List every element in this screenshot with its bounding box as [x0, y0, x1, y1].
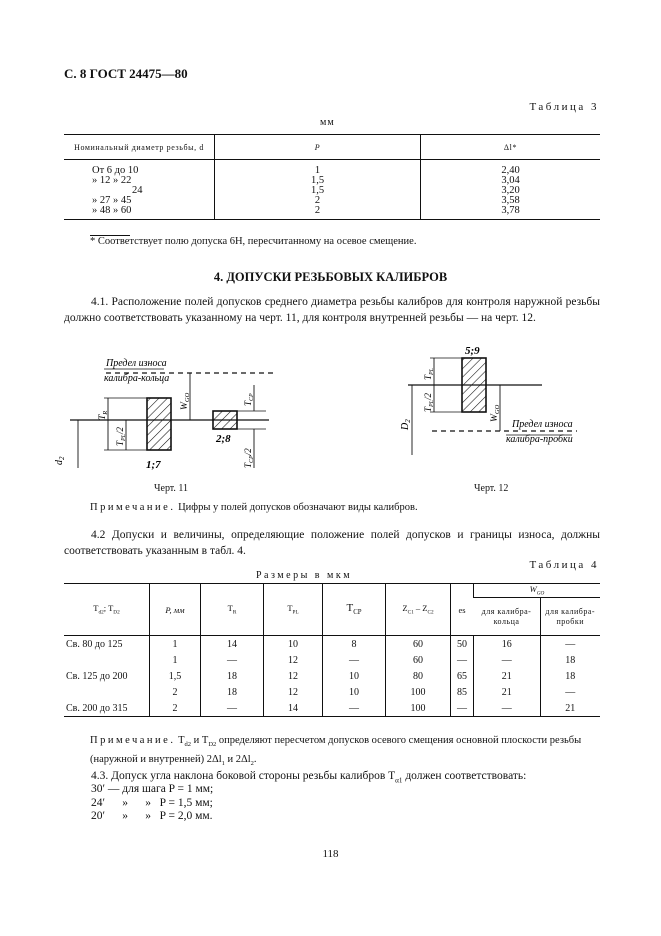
cell-dl: 3,20	[421, 186, 601, 196]
table4-header-ring: для калибра-кольца	[474, 598, 541, 636]
cell-p: 2	[215, 196, 421, 206]
cell-range	[64, 652, 150, 668]
table-row	[64, 636, 600, 653]
table4-header-tpl: $T_{PL}$	[264, 584, 323, 636]
table3-header-diameter: Номинальный диаметр резьбы, d	[64, 135, 215, 160]
cell-tcp: 10	[323, 668, 386, 684]
fig11-label-tr: $T_R$	[98, 410, 109, 420]
page-header: С. 8 ГОСТ 24475—80	[64, 66, 188, 81]
table4-header-p: P, мм	[150, 584, 201, 636]
fig12-caption: Черт. 12	[474, 483, 509, 494]
cell-tr: 18	[201, 684, 264, 700]
cell-ring: —	[474, 652, 541, 668]
cell-tpl: 10	[264, 636, 323, 653]
paragraph-4-3: 4.3. Допуск угла наклона боковой стороны резьбы калибров $T_{\alpha 1}$ должен соответствовать:	[91, 770, 527, 785]
table-row	[64, 700, 600, 717]
page-number: 118	[322, 848, 339, 860]
fig11-label-tcp-half: $T_{CP}/2$	[243, 448, 255, 468]
cell-range: Св. 125 до 200	[66, 670, 128, 682]
cell-p: 2	[150, 700, 201, 717]
fig12-label-tpl: $T_{PL}$	[423, 367, 435, 380]
fig11-label-1-7: 1;7	[146, 459, 161, 471]
cell-tcp: —	[323, 652, 386, 668]
list-item: 20′ » » P = 2,0 мм.	[91, 810, 213, 822]
cell-plug: 18	[540, 652, 600, 668]
cell-range: » 12 » 22	[92, 175, 132, 186]
table-row	[64, 652, 600, 668]
list-item: 30′ — для шага P = 1 мм;	[91, 783, 214, 795]
cell-zc: 60	[386, 652, 451, 668]
table4-header-td: $T_{d2}$; $T_{D2}$	[64, 584, 150, 636]
cell-tcp: —	[323, 700, 386, 717]
cell-p: 1	[150, 636, 201, 653]
cell-range	[64, 684, 150, 700]
fig11-label-wgo: $W_{GO}$	[180, 392, 191, 410]
table3-unit: мм	[320, 117, 335, 128]
cell-p: 2	[150, 684, 201, 700]
cell-zc: 100	[386, 684, 451, 700]
table4-header-es: es	[451, 584, 474, 636]
cell-p: 1,5	[215, 176, 421, 186]
cell-zc: 100	[386, 700, 451, 717]
table4-unit: Размеры в мкм	[256, 570, 353, 581]
paragraph-4-1: 4.1. Расположение полей допусков среднего диаметра резьбы калибров для контроля наружной резьбы должно соответствовать указанному на черт. 11, для контроля внутренней резьбы — на черт. 12.	[64, 296, 600, 324]
cell-ring: —	[474, 700, 541, 717]
figure-12	[372, 340, 582, 475]
table4-caption: Таблица 4	[529, 559, 599, 571]
cell-p: 1	[215, 160, 421, 177]
fig11-label-tcp: $T_{CP}$	[243, 393, 255, 406]
fig11-wear-label-2: калибра-кольца	[104, 373, 170, 384]
cell-p: 1,5	[215, 186, 421, 196]
cell-p: 1	[150, 652, 201, 668]
cell-es: —	[451, 700, 474, 717]
table-row	[64, 684, 600, 700]
fig11-field-1-7	[147, 398, 171, 450]
fig12-label-d2: $D_2$	[400, 419, 412, 430]
cell-tcp: 8	[323, 636, 386, 653]
fig12-wear-label-2: калибра-пробки	[506, 434, 573, 445]
table3-caption: Таблица 3	[529, 101, 599, 113]
table3-header-p: P	[215, 135, 421, 160]
table4	[64, 583, 600, 717]
list-item: 24′ » » P = 1,5 мм;	[91, 796, 213, 809]
note-1: Примечание. Цифры у полей допусков обозначают виды калибров.	[90, 502, 418, 513]
cell-range: Св. 200 до 315	[64, 700, 150, 717]
paragraph-4-2: 4.2 Допуски и величины, определяющие положение полей допусков и границы износа, должны соответствовать указанным в табл. 4.	[64, 529, 600, 557]
cell-es: 85	[451, 684, 474, 700]
fig12-label-5-9: 5;9	[465, 345, 480, 357]
table3	[64, 134, 600, 220]
cell-range: Св. 80 до 125	[64, 636, 150, 653]
cell-es: 65	[451, 668, 474, 684]
table-row	[64, 160, 600, 177]
fig12-label-tpl-half: $T_{PL}/2$	[423, 392, 435, 412]
table4-header-zc: $Z_{C1} - Z_{C2}$	[386, 584, 451, 636]
note-2: Примечание. $T_{d2}$ и $T_{D2}$ определяют пересчетом допусков осевого смещения основной плоскости резьбы (наружной и внутренней) $2\Delta l_1$ и $2\Delta l_2$.	[90, 735, 582, 768]
cell-dl: 2,40	[421, 160, 601, 177]
table-row	[64, 206, 600, 220]
table3-header-dl: Δl*	[421, 135, 601, 160]
table4-header-tcp: $T_{CP}$	[323, 584, 386, 636]
fig11-wear-label-1: Предел износа	[106, 358, 167, 369]
cell-tr: 14	[201, 636, 264, 653]
cell-zc: 60	[386, 636, 451, 653]
cell-tpl: 14	[264, 700, 323, 717]
fig12-wear-label-1: Предел износа	[512, 419, 573, 430]
table4-header-wgo: $W_{GO}$	[474, 584, 601, 598]
cell-zc: 80	[386, 668, 451, 684]
step-list	[91, 783, 627, 824]
cell-plug: 18	[540, 668, 600, 684]
section-title: 4. ДОПУСКИ РЕЗЬБОВЫХ КАЛИБРОВ	[213, 270, 448, 284]
cell-ring: 16	[474, 636, 541, 653]
cell-ring: 21	[474, 684, 541, 700]
cell-es: —	[451, 652, 474, 668]
table-row	[64, 668, 600, 684]
cell-tpl: 12	[264, 668, 323, 684]
cell-range: » 48 » 60	[64, 206, 215, 220]
cell-plug: —	[540, 636, 600, 653]
cell-tcp: 10	[323, 684, 386, 700]
cell-dl: 3,78	[421, 206, 601, 220]
cell-tr: —	[201, 652, 264, 668]
cell-dl: 3,58	[421, 196, 601, 206]
cell-tpl: 12	[264, 652, 323, 668]
fig12-label-wgo: $W_{GO}$	[490, 404, 501, 422]
cell-range: 24	[132, 185, 143, 196]
cell-tpl: 12	[264, 684, 323, 700]
cell-ring: 21	[474, 668, 541, 684]
fig11-label-2-8: 2;8	[216, 433, 231, 445]
figure-11	[54, 340, 274, 475]
cell-plug: —	[540, 684, 600, 700]
table4-header-tr: $T_R$	[201, 584, 264, 636]
fig11-label-tpl-half: $T_{PL}/2$	[115, 426, 127, 446]
fig11-field-2-8	[213, 411, 237, 429]
cell-p: 2	[215, 206, 421, 220]
cell-range: » 27 » 45	[92, 195, 132, 206]
table4-header-plug: для калибра-пробки	[540, 598, 600, 636]
fig11-label-d2: $d_2$	[54, 456, 66, 465]
cell-tr: —	[201, 700, 264, 717]
table3-footnote: * Соответствует полю допуска 6Н, пересчитанному на осевое смещение.	[90, 236, 417, 247]
cell-range: От 6 до 10	[92, 165, 139, 176]
cell-dl: 3,04	[421, 176, 601, 186]
cell-plug: 21	[540, 700, 600, 717]
cell-tr: 18	[201, 668, 264, 684]
cell-p: 1,5	[150, 668, 201, 684]
fig11-caption: Черт. 11	[154, 483, 189, 494]
cell-es: 50	[451, 636, 474, 653]
